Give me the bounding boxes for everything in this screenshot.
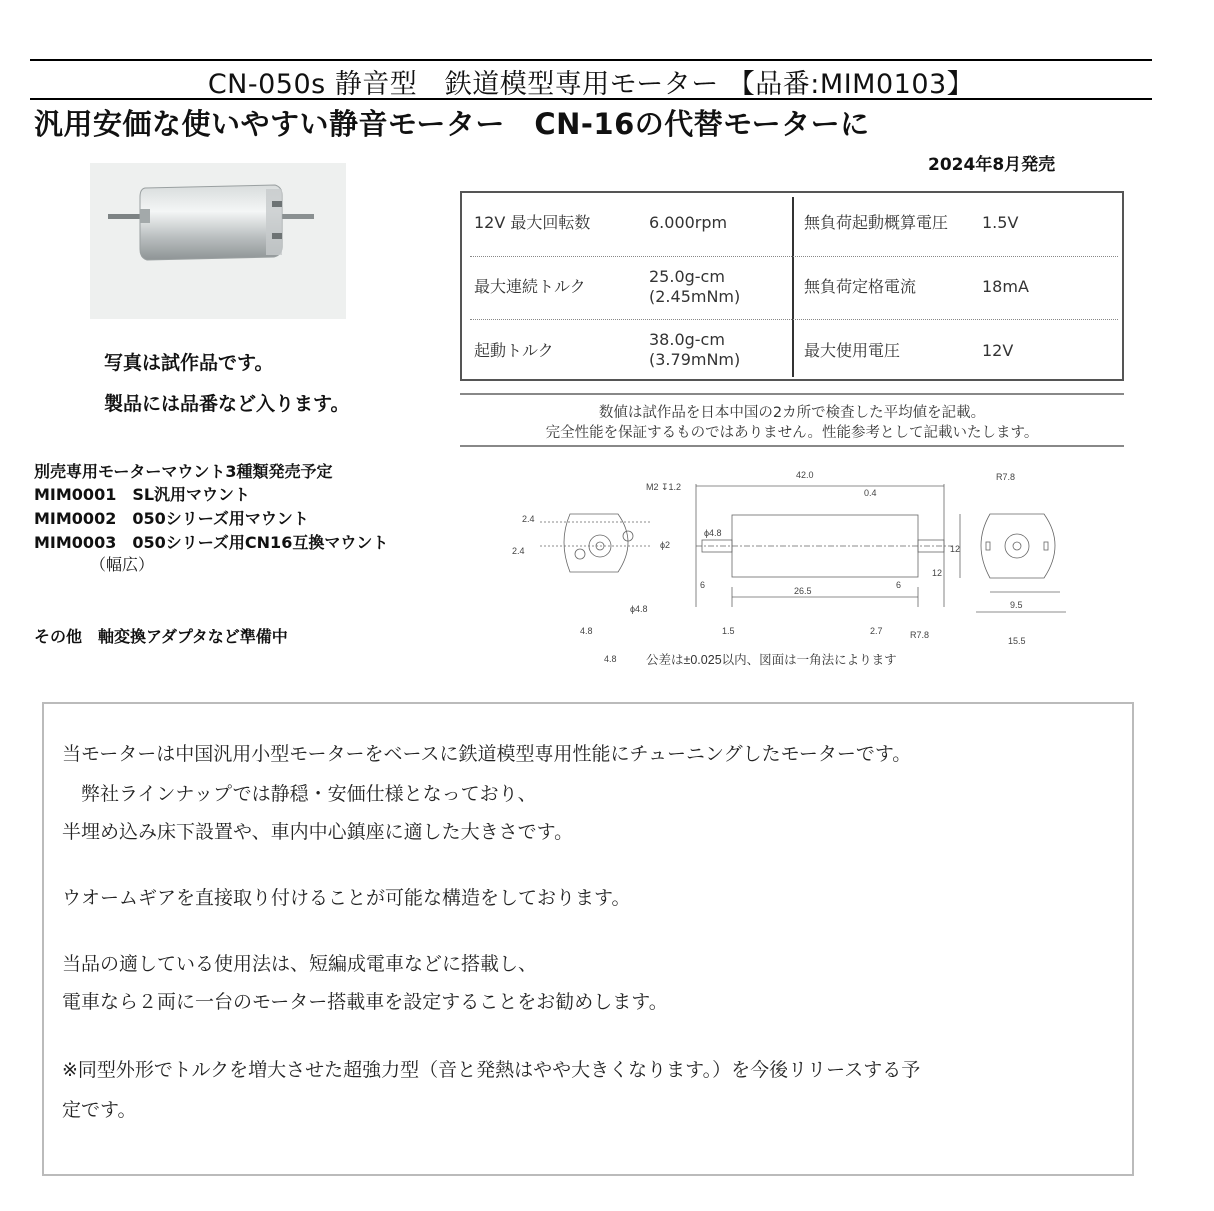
spec-column-divider — [792, 197, 794, 377]
dim-12-body: 12 — [950, 544, 961, 554]
spec-label-max-voltage: 最大使用電圧 — [804, 341, 901, 360]
spec-row-separator — [470, 256, 1118, 257]
motor-image — [90, 163, 346, 319]
motor-photo — [90, 163, 346, 319]
spec-value-continuous-torque: 25.0g-cm (2.45mNm) — [649, 267, 741, 306]
dimension-drawing — [500, 462, 1075, 672]
left-end-outline — [564, 514, 628, 572]
dim-15-5: 15.5 — [1008, 636, 1026, 646]
dim-2-7: 2.7 — [870, 626, 883, 636]
dim-12-shaft: 12 — [932, 568, 943, 578]
photo-caption-product: 製品には品番など入ります。 — [104, 393, 350, 415]
spec-label-no-load-current: 無負荷定格電流 — [804, 277, 917, 296]
spec-note-1: 数値は試作品を日本中国の2カ所で検査した平均値を記載。 — [598, 405, 986, 421]
description-line: ウオームギアを直接取り付けることが可能な構造をしております。 — [62, 887, 631, 909]
spec-notes — [460, 393, 1124, 447]
dim-phi4-8-body: ϕ4.8 — [704, 528, 722, 538]
spec-value-starting-torque: 38.0g-cm (3.79mNm) — [649, 330, 741, 369]
spec-note-2: 完全性能を保証するものではありません。性能参考として記載いたします。 — [545, 425, 1039, 441]
spec-label-starting-torque: 起動トルク — [474, 341, 554, 360]
dim-2-4-top: 2.4 — [522, 514, 535, 524]
dim-9-5: 9.5 — [1010, 600, 1023, 610]
page-subtitle: 汎用安価な使いやすい静音モーター CN-16の代替モーターに — [34, 107, 870, 141]
top-rule — [30, 59, 1152, 61]
dim-r7-8-top: R7.8 — [996, 472, 1016, 482]
photo-caption-prototype: 写真は試作品です。 — [104, 352, 274, 374]
dim-1-5: 1.5 — [722, 626, 735, 636]
mount-item: MIM0002 050シリーズ用マウント — [34, 509, 309, 528]
spec-label-max-rpm: 12V 最大回転数 — [474, 213, 591, 232]
spec-row-separator — [470, 319, 1118, 320]
dim-4-8-a: 4.8 — [580, 626, 593, 636]
dim-6-left: 6 — [700, 580, 706, 590]
dim-6-right: 6 — [896, 580, 902, 590]
dim-4-8-b: 4.8 — [604, 654, 617, 664]
dim-42: 42.0 — [796, 470, 814, 480]
mount-item-note: （幅広） — [34, 555, 155, 574]
mount-item: MIM0003 050シリーズ用CN16互換マウント — [34, 533, 389, 552]
dim-phi4-8-end: ϕ4.8 — [630, 604, 648, 614]
dim-r7-8-bottom: R7.8 — [910, 630, 930, 640]
spec-value-start-voltage: 1.5V — [982, 213, 1019, 232]
tolerance-note: 公差は±0.025以内、図面は一角法によります — [646, 653, 897, 667]
description-box — [42, 702, 1134, 1176]
description-line: ※同型外形でトルクを増大させた超強力型（音と発熱はやや大きくなります。）を今後リリースする予 — [62, 1059, 921, 1081]
dim-phi2: ϕ2 — [660, 540, 671, 550]
mount-other: その他 軸変換アダプタなど準備中 — [34, 627, 288, 646]
spec-label-continuous-torque: 最大連続トルク — [474, 277, 586, 296]
dim-m2: M2 ↧1.2 — [646, 482, 682, 492]
mount-heading: 別売専用モーターマウント3種類発売予定 — [34, 462, 333, 481]
right-bushing — [1005, 534, 1029, 558]
spec-table — [460, 191, 1124, 381]
title-underline — [30, 98, 1152, 100]
spec-value-max-rpm: 6.000rpm — [649, 213, 728, 232]
dim-0-4: 0.4 — [864, 488, 877, 498]
description-line: 半埋め込み床下設置や、車内中心鎮座に適した大きさです。 — [62, 821, 574, 843]
mount-item: MIM0001 SL汎用マウント — [34, 485, 251, 504]
dim-2-4-side: 2.4 — [512, 546, 525, 556]
description-line: 電車なら２両に一台のモーター搭載車を設定することをお勧めします。 — [62, 991, 668, 1013]
description-line: 当モーターは中国汎用小型モーターをベースに鉄道模型専用性能にチューニングしたモーターです。 — [62, 743, 912, 765]
page-title: CN-050s 静音型 鉄道模型専用モーター 【品番:MIM0103】 — [207, 69, 975, 100]
description-line: 弊社ラインナップでは静穏・安価仕様となっており、 — [62, 783, 537, 805]
spec-value-no-load-current: 18mA — [982, 277, 1029, 296]
release-date: 2024年8月発売 — [928, 155, 1056, 175]
spec-label-start-voltage: 無負荷起動概算電圧 — [804, 213, 949, 232]
dim-26-5: 26.5 — [794, 586, 812, 596]
description-line: 定です。 — [62, 1099, 137, 1121]
description-line: 当品の適している使用法は、短編成電車などに搭載し、 — [62, 953, 538, 975]
spec-value-max-voltage: 12V — [982, 341, 1014, 360]
